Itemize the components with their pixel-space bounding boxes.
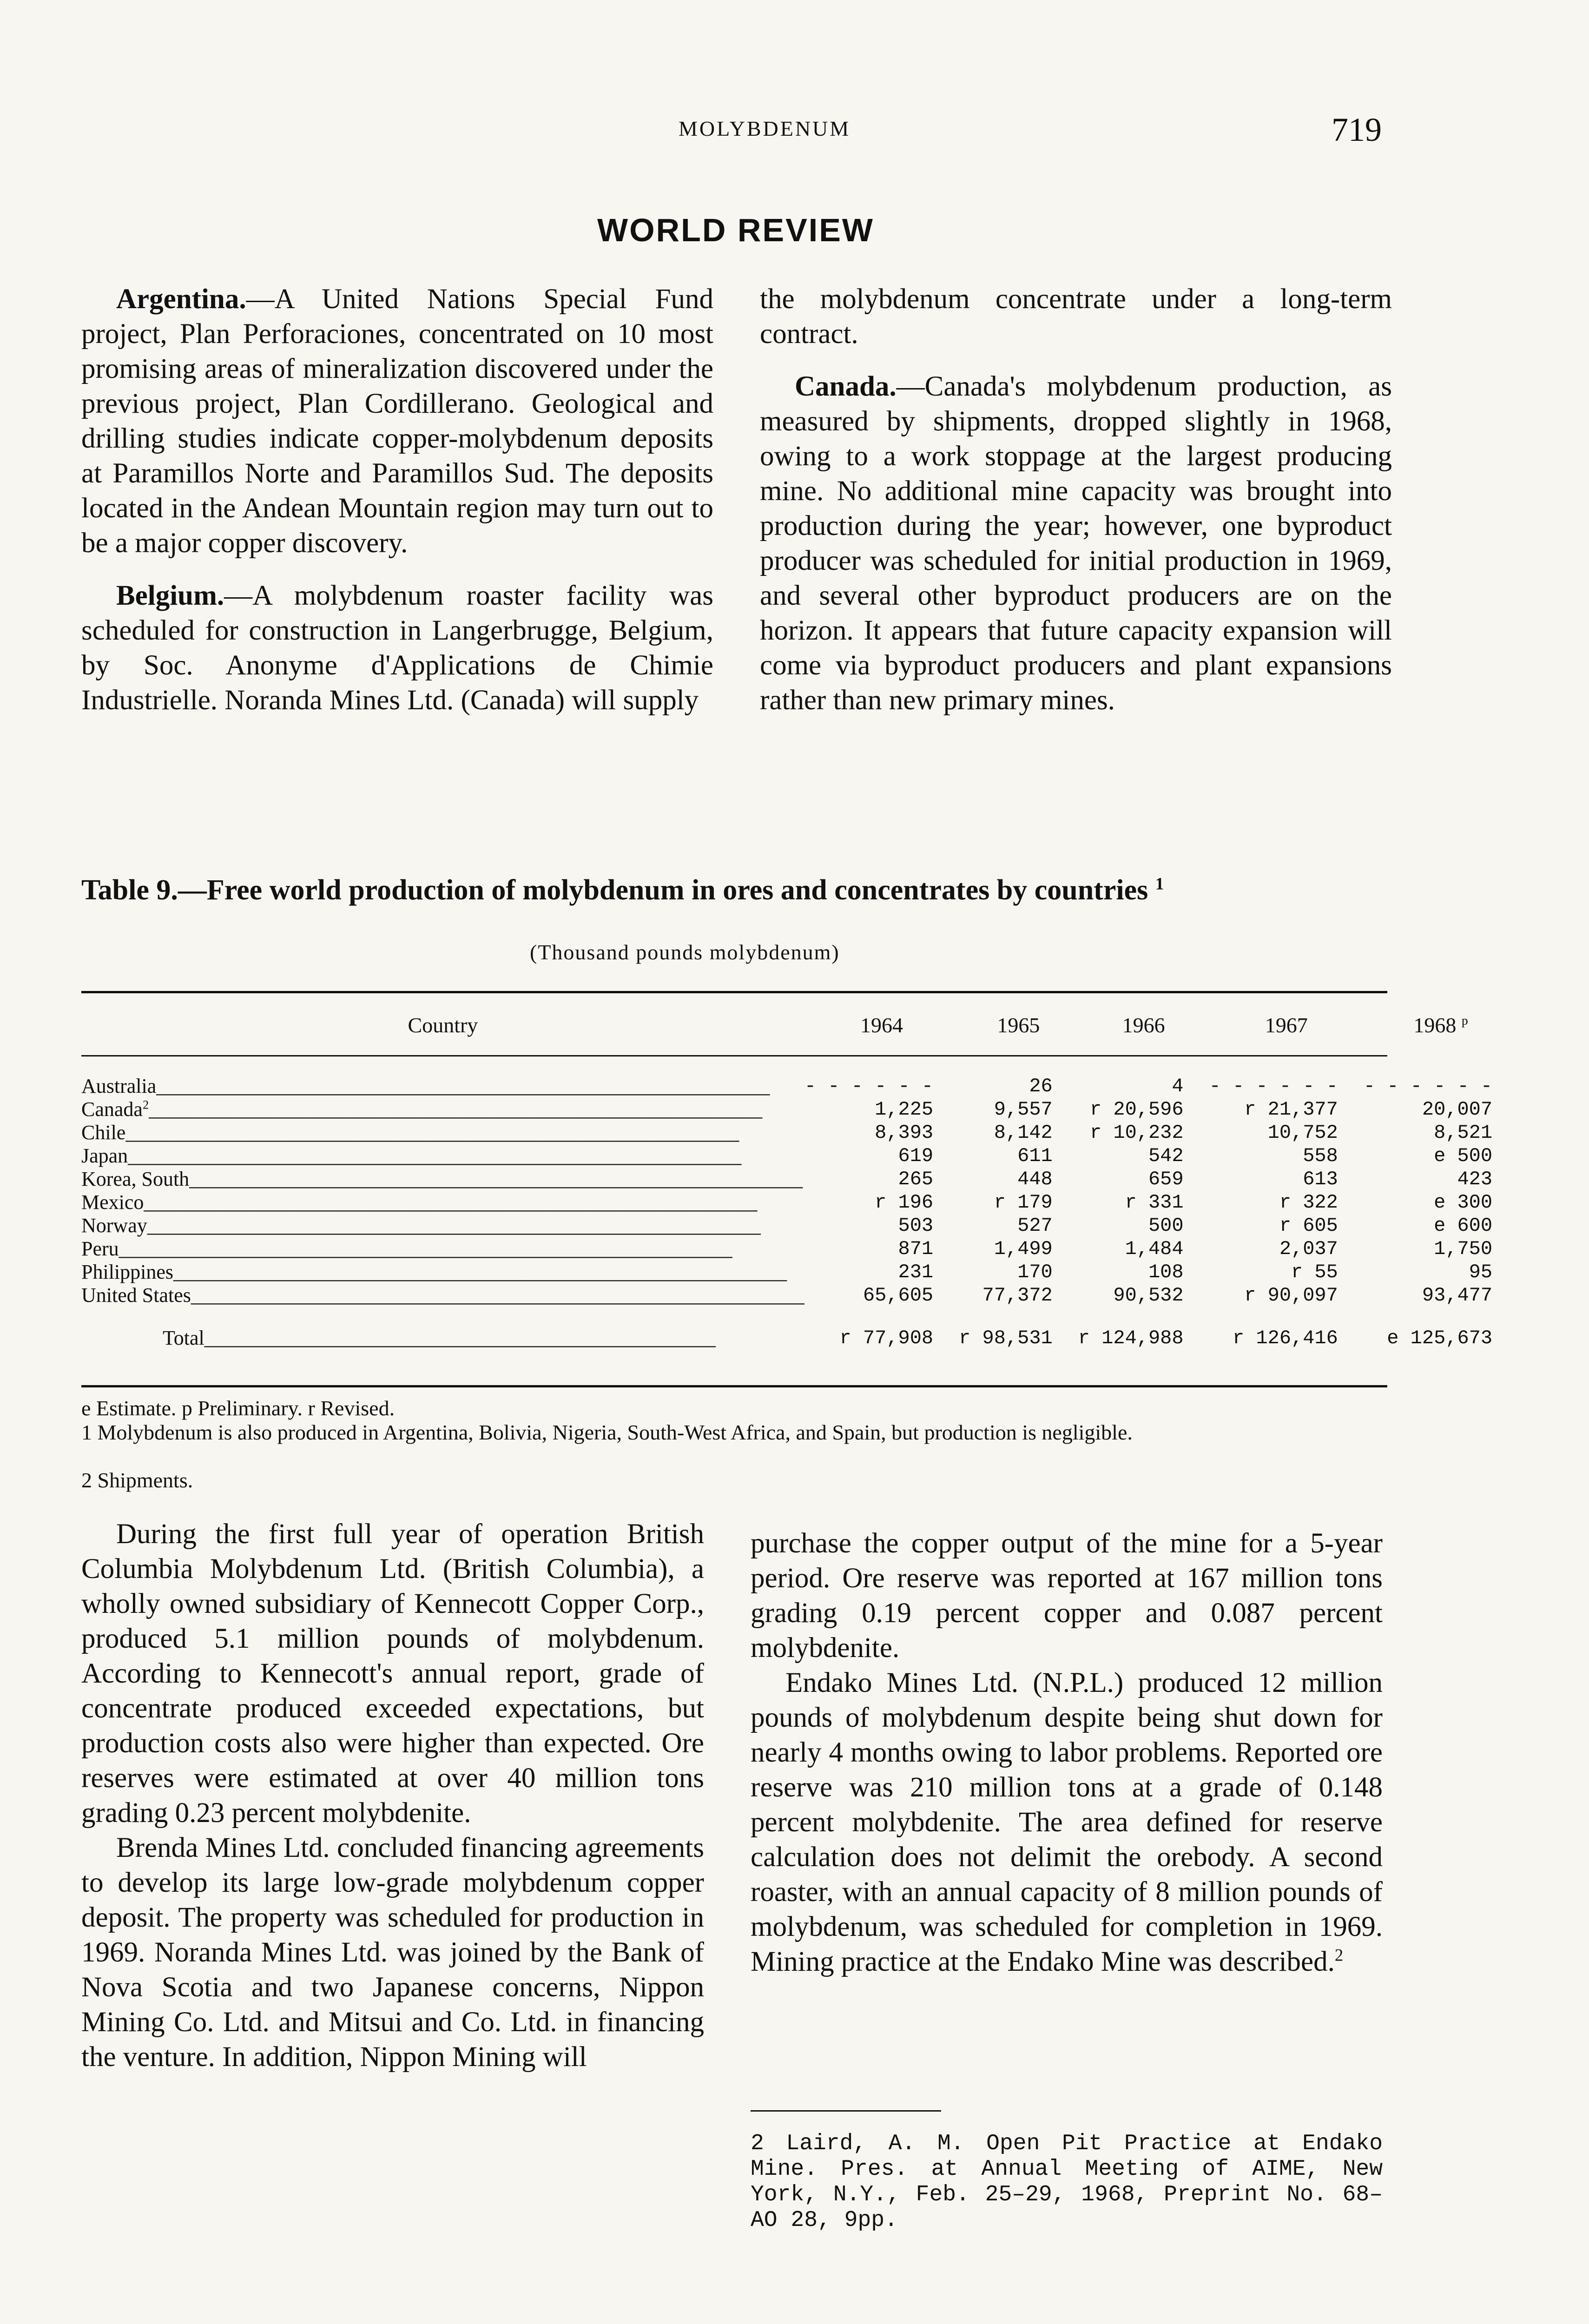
total-value-cell: r 77,908 xyxy=(839,1327,934,1349)
value-cell: 542 xyxy=(1148,1145,1184,1167)
leader-dashes: ____________________________________________________________ xyxy=(173,1261,787,1283)
leader-dashes: ____________________________________________________________ xyxy=(189,1168,803,1190)
country-header: Country xyxy=(408,1013,478,1037)
value-cell: r 196 xyxy=(875,1191,934,1214)
country-name: Peru xyxy=(81,1237,119,1260)
value-cell: 90,532 xyxy=(1113,1284,1184,1307)
value-cell: 95 xyxy=(1469,1261,1493,1283)
value-cell: 619 xyxy=(898,1145,934,1167)
country-name: Australia xyxy=(81,1075,157,1097)
section-title: WORLD REVIEW xyxy=(597,212,874,248)
footnote-ref: 2 xyxy=(1334,1945,1344,1965)
value-cell: r 605 xyxy=(1279,1215,1338,1237)
leader-dashes: ____________________________________________________________ xyxy=(144,1191,758,1214)
value-cell: r 10,232 xyxy=(1089,1122,1184,1144)
value-cell: 613 xyxy=(1303,1168,1338,1190)
country-cell xyxy=(81,1261,804,1284)
value-cell: 527 xyxy=(1017,1215,1053,1237)
belgium-text: —A molybdenum roaster facility was scheduled for construction in Langerbrugge, Belgium, by Soc. Anonyme d'Applications de Chimie Industrielle. Noranda Mines Ltd. (Canada) will supply xyxy=(81,580,713,716)
preliminary-mark: p xyxy=(1461,1013,1468,1028)
total-value-cell: r 124,988 xyxy=(1078,1327,1184,1349)
country-name: Korea, South xyxy=(81,1168,190,1190)
value-cell: 26 xyxy=(1029,1075,1053,1097)
year-header: 1965 xyxy=(997,1013,1040,1037)
column-bottom-left xyxy=(81,1517,704,2074)
running-head: MOLYBDENUM xyxy=(679,117,851,140)
value-cell: 1,484 xyxy=(1125,1238,1184,1260)
year-header xyxy=(1364,995,1518,1056)
table-row xyxy=(81,1237,1518,1261)
total-row xyxy=(81,1307,1518,1364)
paragraph-argentina xyxy=(81,282,713,561)
value-cell: 1,225 xyxy=(875,1098,934,1121)
country-name: Canada xyxy=(81,1098,143,1121)
value-cell: 500 xyxy=(1148,1215,1184,1237)
endako-text: Endako Mines Ltd. (N.P.L.) produced 12 million pounds of molybdenum despite being shut down for nearly 4 months owing to labor problems. Reported ore reserve was 210 million tons at a grade of 0.148 percent molybdenite. The area defined for reserve calculation does not delimit the orebody. A second roaster, with an annual capacity of 8 million pounds of molybdenum, was scheduled for completion in 1969. Mining practice at the Endako Mine was described. xyxy=(751,1667,1383,1977)
value-cell: 659 xyxy=(1148,1168,1184,1190)
country-cell xyxy=(81,1214,804,1237)
value-cell: - - - - - - xyxy=(1209,1075,1338,1097)
leader-dashes: ____________________________________________________________ xyxy=(125,1121,739,1144)
value-cell: 8,521 xyxy=(1434,1122,1493,1144)
country-name: Mexico xyxy=(81,1191,144,1214)
table-row xyxy=(81,1168,1518,1191)
value-cell: 611 xyxy=(1017,1145,1053,1167)
country-cell xyxy=(81,1191,804,1214)
value-cell: r 179 xyxy=(994,1191,1053,1214)
paragraph-brenda-cont: purchase the copper output of the mine for a 5-year period. Ore reserve was reported at 167 million tons grading 0.19 percent copper and 0.087 percent molybdenite. xyxy=(751,1528,1383,1664)
leader-dashes: ____________________________________________________________ xyxy=(128,1144,742,1167)
value-cell: 8,142 xyxy=(994,1122,1053,1144)
country-name: United States xyxy=(81,1284,191,1307)
total-value-cell: r 126,416 xyxy=(1233,1327,1338,1349)
year-header: 1967 xyxy=(1265,1013,1308,1037)
country-cell xyxy=(81,1168,804,1191)
table-row xyxy=(81,1261,1518,1284)
value-cell: 170 xyxy=(1017,1261,1053,1283)
country-cell xyxy=(81,1237,804,1261)
year-header: 1964 xyxy=(860,1013,903,1037)
leader-dashes: __________________________________________________ xyxy=(204,1327,716,1349)
table-header-row xyxy=(81,995,1518,1056)
value-cell: 10,752 xyxy=(1267,1122,1338,1144)
value-cell: 503 xyxy=(898,1215,934,1237)
page-number: 719 xyxy=(1332,111,1382,148)
country-name: Philippines xyxy=(81,1261,174,1283)
value-cell: 558 xyxy=(1303,1145,1338,1167)
leader-dashes: ____________________________________________________________ xyxy=(191,1284,804,1307)
country-cell xyxy=(81,1144,804,1168)
production-table xyxy=(81,995,1518,1364)
paragraph-belgium xyxy=(81,578,713,718)
value-cell: e 300 xyxy=(1434,1191,1493,1214)
paragraph-bcm: During the first full year of operation British Columbia Molybdenum Ltd. (British Columbia), a wholly owned subsidiary of Kennecott Copper Corp., produced 5.1 million pounds of molybdenum. According to Kennecott's annual report, grade of concentrate produced exceeded expectations, but production costs also were higher than expected. Ore reserves were estimated at over 40 million tons grading 0.23 percent molybdenite. xyxy=(81,1519,704,1829)
total-value-cell: e 125,673 xyxy=(1387,1327,1493,1349)
table-row xyxy=(81,1098,1518,1121)
value-cell: e 500 xyxy=(1434,1145,1493,1167)
paragraph-belgium-cont: the molybdenum concentrate under a long-term contract. xyxy=(760,284,1392,350)
leader-dashes: ____________________________________________________________ xyxy=(156,1075,770,1097)
value-cell: 77,372 xyxy=(982,1284,1053,1307)
value-cell: 1,750 xyxy=(1434,1238,1493,1260)
value-cell: e 600 xyxy=(1434,1215,1493,1237)
table-note-2: 2 Shipments. xyxy=(81,1468,193,1492)
country-name: Norway xyxy=(81,1214,147,1237)
total-label-cell xyxy=(81,1307,804,1364)
country-cell xyxy=(81,1098,804,1121)
table-note-1: 1 Molybdenum is also produced in Argentina, Bolivia, Nigeria, South-West Africa, and Spain, but production is negligible. xyxy=(81,1420,1133,1444)
total-value-cell: r 98,531 xyxy=(959,1327,1053,1349)
country-name: Japan xyxy=(81,1144,128,1167)
argentina-text: —A United Nations Special Fund project, Plan Perforaciones, concentrated on 10 most promising areas of mineralization discovered under the previous project, Plan Cordillerano. Geological and drilling studies indicate copper-molybdenum deposits at Paramillos Norte and Paramillos Sud. The deposits located in the Andean Mountain region may turn out to be a major copper discovery. xyxy=(81,284,713,559)
value-cell: 265 xyxy=(898,1168,934,1190)
value-cell: 20,007 xyxy=(1422,1098,1493,1121)
year-header-text: 1968 xyxy=(1413,1013,1457,1037)
table-top-rule xyxy=(81,991,1387,993)
value-cell: 93,477 xyxy=(1422,1284,1493,1307)
table-title xyxy=(81,874,1164,907)
value-cell: r 20,596 xyxy=(1089,1098,1184,1121)
paragraph-canada xyxy=(760,369,1392,718)
value-cell: 8,393 xyxy=(875,1122,934,1144)
column-top-left xyxy=(81,282,713,718)
value-cell: 4 xyxy=(1172,1075,1184,1097)
country-cell xyxy=(81,1284,804,1307)
run-in-argentina: Argentina. xyxy=(116,284,246,315)
value-cell: 2,037 xyxy=(1279,1238,1338,1260)
paragraph-endako xyxy=(751,1665,1383,1979)
footnote-rule xyxy=(751,2110,941,2112)
value-cell: 231 xyxy=(898,1261,934,1283)
leader-dashes: ____________________________________________________________ xyxy=(147,1214,761,1237)
table-row xyxy=(81,1144,1518,1168)
leader-dashes: ____________________________________________________________ xyxy=(119,1237,732,1260)
value-cell: 448 xyxy=(1017,1168,1053,1190)
table-legend: e Estimate. p Preliminary. r Revised. xyxy=(81,1396,395,1420)
table-row xyxy=(81,1214,1518,1237)
value-cell: 871 xyxy=(898,1238,934,1260)
value-cell: r 21,377 xyxy=(1244,1098,1338,1121)
value-cell: 9,557 xyxy=(994,1098,1053,1121)
country-cell xyxy=(81,1056,804,1098)
column-top-right xyxy=(760,282,1392,718)
table-bottom-rule xyxy=(81,1385,1387,1387)
value-cell: - - - - - - xyxy=(804,1075,934,1097)
leader-dashes: ____________________________________________________________ xyxy=(149,1098,763,1121)
value-cell: r 322 xyxy=(1279,1191,1338,1214)
total-label: Total xyxy=(163,1327,204,1349)
value-cell: 108 xyxy=(1148,1261,1184,1283)
table-title-note: 1 xyxy=(1155,874,1164,894)
table-row xyxy=(81,1121,1518,1144)
run-in-canada: Canada. xyxy=(795,371,897,402)
value-cell: r 90,097 xyxy=(1244,1284,1338,1307)
table-title-text: Table 9.—Free world production of molybdenum in ores and concentrates by countries xyxy=(81,874,1148,906)
value-cell: r 331 xyxy=(1125,1191,1184,1214)
value-cell: r 55 xyxy=(1291,1261,1338,1283)
table-row xyxy=(81,1056,1518,1098)
country-cell xyxy=(81,1121,804,1144)
table-row xyxy=(81,1284,1518,1307)
footnote: 2 Laird, A. M. Open Pit Practice at Endako Mine. Pres. at Annual Meeting of AIME, New York, N.Y., Feb. 25–29, 1968, Preprint No. 68–AO 28, 9pp. xyxy=(751,2131,1383,2233)
paragraph-brenda: Brenda Mines Ltd. concluded financing agreements to develop its large low-grade molybdenum copper deposit. The property was scheduled for production in 1969. Noranda Mines Ltd. was joined by the Bank of Nova Scotia and two Japanese concerns, Nippon Mining Co. Ltd. and Mitsui and Co. Ltd. in financing the venture. In addition, Nippon Mining will xyxy=(81,1832,704,2073)
value-cell: 65,605 xyxy=(863,1284,934,1307)
value-cell: - - - - - - xyxy=(1363,1075,1493,1097)
country-name: Chile xyxy=(81,1121,126,1144)
value-cell: 1,499 xyxy=(994,1238,1053,1260)
run-in-belgium: Belgium. xyxy=(116,580,224,611)
value-cell: 423 xyxy=(1457,1168,1493,1190)
column-bottom-right xyxy=(751,1526,1383,1979)
year-header: 1966 xyxy=(1122,1013,1165,1037)
country-note-mark: 2 xyxy=(142,1098,149,1112)
table-row xyxy=(81,1191,1518,1214)
canada-text: —Canada's molybdenum production, as measured by shipments, dropped slightly in 1968, owing to a work stoppage at the largest producing mine. No additional mine capacity was brought into production during the year; however, one byproduct producer was scheduled for initial production in 1969, and several other byproduct producers are on the horizon. It appears that future capacity expansion will come via byproduct producers and plant expansions rather than new primary mines. xyxy=(760,371,1392,716)
table-unit: (Thousand pounds molybdenum) xyxy=(530,940,840,964)
